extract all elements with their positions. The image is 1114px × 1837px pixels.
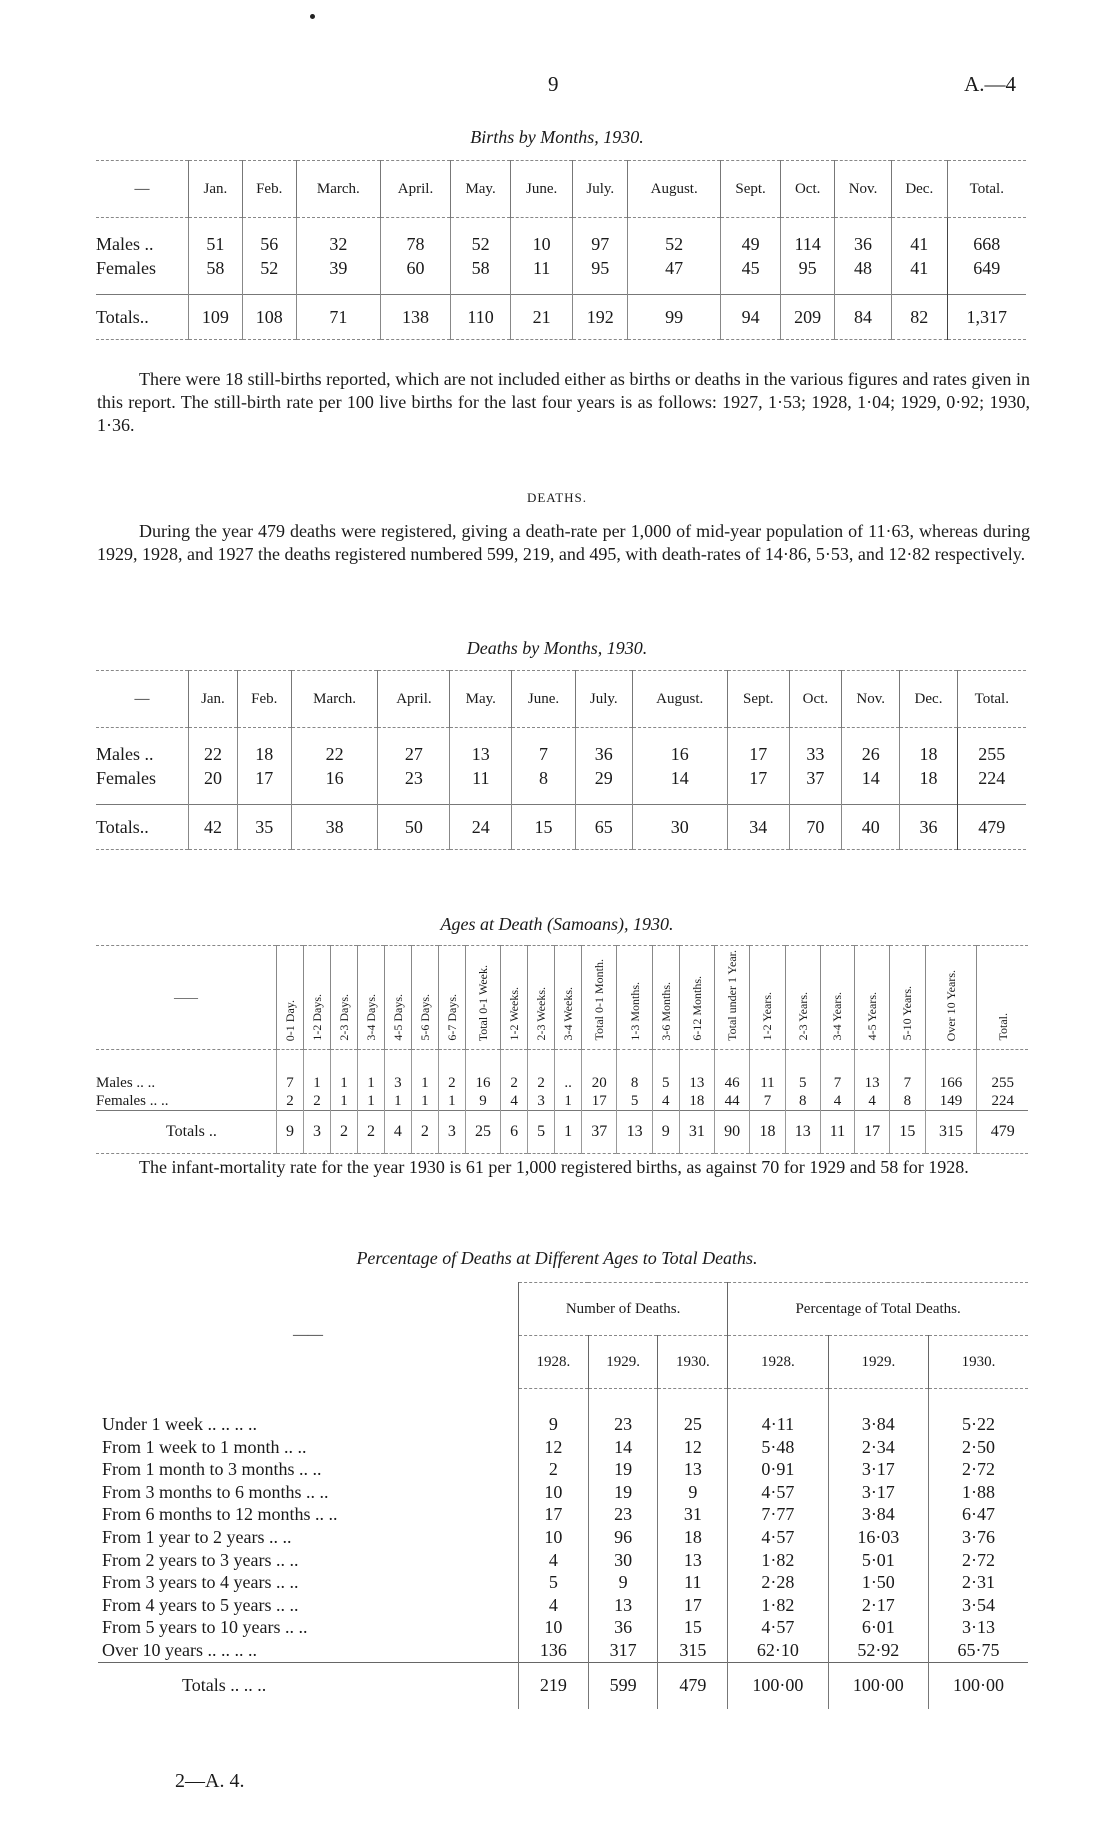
column-header: Nov. <box>841 671 899 728</box>
totals-row: Totals.. 109 108 71 138 110 21 192 99 94 209 84 82 1,317 <box>96 295 1026 340</box>
totals-row: Totals .. .. .. 219 599 479 100·00 100·00 100·00 <box>98 1662 1028 1709</box>
column-header: June. <box>512 671 576 728</box>
column-header: August. <box>632 671 727 728</box>
column-header: 1-2 Days. <box>303 946 330 1050</box>
table-row: Males .. .. 7 1 1 1 3 1 2 16 2 2 .. 20 8 5 13 46 11 5 7 13 7 166 255 <box>96 1074 1028 1092</box>
percentage-group-header-row <box>98 1283 1028 1336</box>
column-header: April. <box>378 671 450 728</box>
column-header: March. <box>296 161 380 218</box>
column-header: 1930. <box>929 1336 1028 1389</box>
column-header: —— <box>96 946 277 1050</box>
table-row: Over 10 years .. .. .. .. 136 317 315 62·10 52·92 65·75 <box>98 1639 1028 1662</box>
deaths-heading: DEATHS. <box>526 490 588 505</box>
table-row: Under 1 week .. .. .. .. 9 23 25 4·11 3·84 5·22 <box>98 1413 1028 1436</box>
column-header: 2-3 Weeks. <box>528 946 555 1050</box>
column-header: — <box>96 161 189 218</box>
column-header: 3-4 Days. <box>357 946 384 1050</box>
deaths-paragraph: During the year 479 deaths were registered, giving a death-rate per 1,000 of mid-year population of 11·63, whereas during 1929, 1928, and 1927 the deaths registered numbered 599, 219, and 495, with death-rates of 14·86, 5·53, and 12·82 respectively. <box>97 521 1030 564</box>
births-caption: Births by Months, 1930. <box>470 127 644 147</box>
column-header: Total. <box>977 946 1028 1050</box>
table-row: From 6 months to 12 months .. .. 17 23 31 7·77 3·84 6·47 <box>98 1503 1028 1526</box>
table-row: From 3 years to 4 years .. .. 5 9 11 2·28 1·50 2·31 <box>98 1571 1028 1594</box>
column-header: 6-7 Days. <box>438 946 465 1050</box>
table-row: From 1 week to 1 month .. .. 12 14 12 5·48 2·34 2·50 <box>98 1436 1028 1459</box>
column-header: July. <box>575 671 632 728</box>
deaths-caption: Deaths by Months, 1930. <box>466 638 648 658</box>
column-header: 5-6 Days. <box>411 946 438 1050</box>
column-header: Dec. <box>900 671 957 728</box>
deaths-table <box>96 670 1026 850</box>
column-header: 1-2 Years. <box>750 946 785 1050</box>
column-header: 1-2 Weeks. <box>501 946 528 1050</box>
totals-row: Totals .. 9 3 2 2 4 2 3 25 6 5 1 37 13 9 31 90 18 13 11 17 15 315 479 <box>96 1110 1028 1153</box>
column-header: Nov. <box>835 161 892 218</box>
column-header: Total 0-1 Month. <box>582 946 617 1050</box>
column-header: March. <box>291 671 378 728</box>
table-row: Females 58 52 39 60 58 11 95 47 45 95 48 41 649 <box>96 256 1026 280</box>
column-header: Total. <box>947 161 1026 218</box>
column-header: May. <box>450 671 512 728</box>
column-header: 4-5 Years. <box>854 946 889 1050</box>
column-header: 1928. <box>519 1336 589 1389</box>
column-header: Jan. <box>189 671 238 728</box>
column-header: 1930. <box>658 1336 728 1389</box>
column-header: 4-5 Days. <box>384 946 411 1050</box>
column-header: Total under 1 Year. <box>715 946 750 1050</box>
infant-mortality-paragraph: The infant-mortality rate for the year 1930 is 61 per 1,000 registered births, as against 70 for 1929 and 58 for 1928. <box>139 1157 969 1177</box>
group-header-percentage: Percentage of Total Deaths. <box>728 1283 1028 1336</box>
column-header: 0-1 Day. <box>277 946 304 1050</box>
column-header: Feb. <box>237 671 291 728</box>
column-header: 5-10 Years. <box>890 946 925 1050</box>
column-header: June. <box>511 161 573 218</box>
column-header: 2-3 Days. <box>330 946 357 1050</box>
column-header: April. <box>381 161 451 218</box>
table-row: From 3 months to 6 months .. .. 10 19 9 4·57 3·17 1·88 <box>98 1481 1028 1504</box>
column-header: 2-3 Years. <box>785 946 820 1050</box>
ages-table <box>96 945 1028 1154</box>
births-table <box>96 160 1026 340</box>
column-header: 3-6 Months. <box>652 946 679 1050</box>
column-header: July. <box>573 161 628 218</box>
table-row: From 4 years to 5 years .. .. 4 13 17 1·82 2·17 3·54 <box>98 1594 1028 1617</box>
table-row: From 1 month to 3 months .. .. 2 19 13 0·91 3·17 2·72 <box>98 1458 1028 1481</box>
column-header: 1929. <box>588 1336 658 1389</box>
table-row: From 5 years to 10 years .. .. 10 36 15 4·57 6·01 3·13 <box>98 1616 1028 1639</box>
column-header: 3-4 Years. <box>820 946 854 1050</box>
column-header: Oct. <box>789 671 841 728</box>
column-header: Feb. <box>242 161 296 218</box>
page-number: 9 <box>548 72 559 96</box>
column-header: Total. <box>957 671 1026 728</box>
table-row: Females 20 17 16 23 11 8 29 14 17 37 14 18 224 <box>96 766 1026 790</box>
column-header: 1929. <box>828 1336 928 1389</box>
column-header: — <box>96 671 189 728</box>
document-reference: A.—4 <box>964 72 1016 96</box>
table-row: From 2 years to 3 years .. .. 4 30 13 1·82 5·01 2·72 <box>98 1549 1028 1572</box>
column-header: Total 0-1 Week. <box>465 946 500 1050</box>
percentage-table <box>98 1282 1028 1709</box>
column-header: Sept. <box>720 161 780 218</box>
column-header: Dec. <box>891 161 947 218</box>
table-row: Females .. .. 2 2 1 1 1 1 1 9 4 3 1 17 5 4 18 44 7 8 4 4 8 149 224 <box>96 1092 1028 1111</box>
table-row: Males .. 22 18 22 27 13 7 36 16 17 33 26 18 255 <box>96 742 1026 766</box>
group-header-number: Number of Deaths. <box>519 1283 728 1336</box>
deaths-header-row <box>96 671 1026 728</box>
column-header: 6-12 Months. <box>679 946 714 1050</box>
column-header: Oct. <box>781 161 835 218</box>
percentage-caption: Percentage of Deaths at Different Ages to Total Deaths. <box>356 1248 758 1268</box>
table-row: Males .. 51 56 32 78 52 10 97 52 49 114 36 41 668 <box>96 232 1026 256</box>
column-header: 1928. <box>728 1336 828 1389</box>
column-header: 1-3 Months. <box>617 946 652 1050</box>
footer-reference: 2—A. 4. <box>175 1770 245 1792</box>
column-header: Jan. <box>189 161 243 218</box>
column-header: Over 10 Years. <box>925 946 977 1050</box>
column-header: May. <box>451 161 511 218</box>
column-header: 3-4 Weeks. <box>555 946 582 1050</box>
births-header-row <box>96 161 1026 218</box>
column-header: August. <box>628 161 720 218</box>
stub-header: —— <box>293 1327 323 1343</box>
column-header: Sept. <box>727 671 789 728</box>
ink-dot <box>310 14 315 19</box>
ages-caption: Ages at Death (Samoans), 1930. <box>440 914 674 934</box>
table-row: From 1 year to 2 years .. .. 10 96 18 4·57 16·03 3·76 <box>98 1526 1028 1549</box>
ages-header-row <box>96 946 1028 1050</box>
totals-row: Totals.. 42 35 38 50 24 15 65 30 34 70 40 36 479 <box>96 805 1026 850</box>
stillbirth-paragraph: There were 18 still-births reported, which are not included either as births or deaths in the various figures and rates given in this report. The still-birth rate per 100 live births for the last four years is as follows: 1927, 1·53; 1928, 1·04; 1929, 0·92; 1930, 1·36. <box>97 369 1030 435</box>
